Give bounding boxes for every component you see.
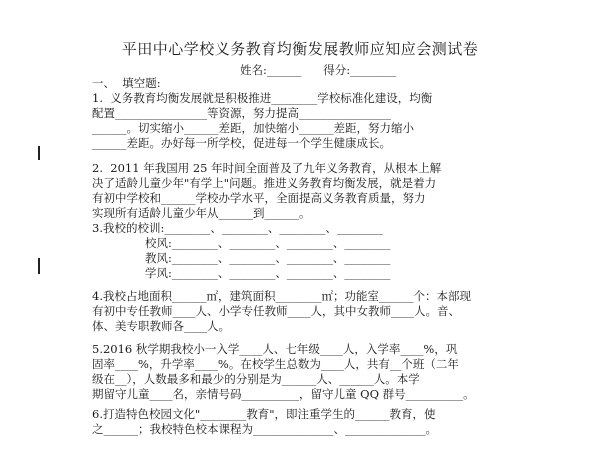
question-line: 4.我校占地面积______㎡，建筑面积________㎡；功能室______个：本部现 <box>92 289 471 303</box>
margin-mark <box>38 146 40 160</box>
question-line: 实现所有适龄儿童少年从______到______。 <box>92 206 311 220</box>
question-line: 体、美专职教师各____人。 <box>92 319 230 333</box>
section-heading: 一、 填空题: <box>92 76 161 90</box>
question-line: 1. 义务教育均衡发展就是积极推进________学校标准化建设，均衡 <box>92 91 433 105</box>
question-line: 有初中专任教师____人、小学专任教师____人，其中女教师____人。音、 <box>92 304 460 318</box>
question-line: 2. 2011 年我国用 25 年时间全面普及了九年义务教育，从根本上解 <box>92 161 442 175</box>
question-line: 3.我校的校训:________、________、________、________ <box>92 221 383 235</box>
question-line: 校风:________、________、________、________ <box>145 236 391 250</box>
question-line: 学风:________、________、________、________ <box>145 266 391 280</box>
question-line: 决了适龄儿童少年"有学上"问题。推进义务教育均衡发展，就是着力 <box>92 176 437 190</box>
question-line: 5.2016 秋学期我校小一入学____人、七年级____人，入学率____%，巩 <box>92 342 458 356</box>
question-line: 有初中学校和______学校办学水平，全面提高义务教育质量，努力 <box>92 191 426 205</box>
question-line: 配置________________等资源，努力提高________________ <box>92 106 391 120</box>
question-line: 固率____%，升学率____%。在校学生总数为____人，共有__个班（二年 <box>92 357 459 371</box>
question-line: 之______；我校特色校本课程为______________、______________。 <box>92 422 437 436</box>
question-line: 期留守儿童____名，亲情号码__________，留守儿童 QQ 群号__________。 <box>92 387 475 401</box>
question-line: 6.打造特色校园文化"________教育"，即注重学生的______教育，使 <box>92 407 436 421</box>
page-title: 平田中心学校义务教育均衡发展教师应知应会测试卷 <box>121 40 479 58</box>
margin-mark <box>38 258 40 274</box>
question-line: 教风:________、________、________、________ <box>145 251 391 265</box>
name-score-line: 姓名:______ 得分:________ <box>240 63 397 77</box>
question-line: 级在__），人数最多和最少的分别是为______人、______人。本学 <box>92 372 420 386</box>
question-line: ______差距。办好每一所学校，促进每一个学生健康成长。 <box>92 136 391 150</box>
question-line: ______。切实缩小______差距，加快缩小______差距，努力缩小 <box>92 121 414 135</box>
